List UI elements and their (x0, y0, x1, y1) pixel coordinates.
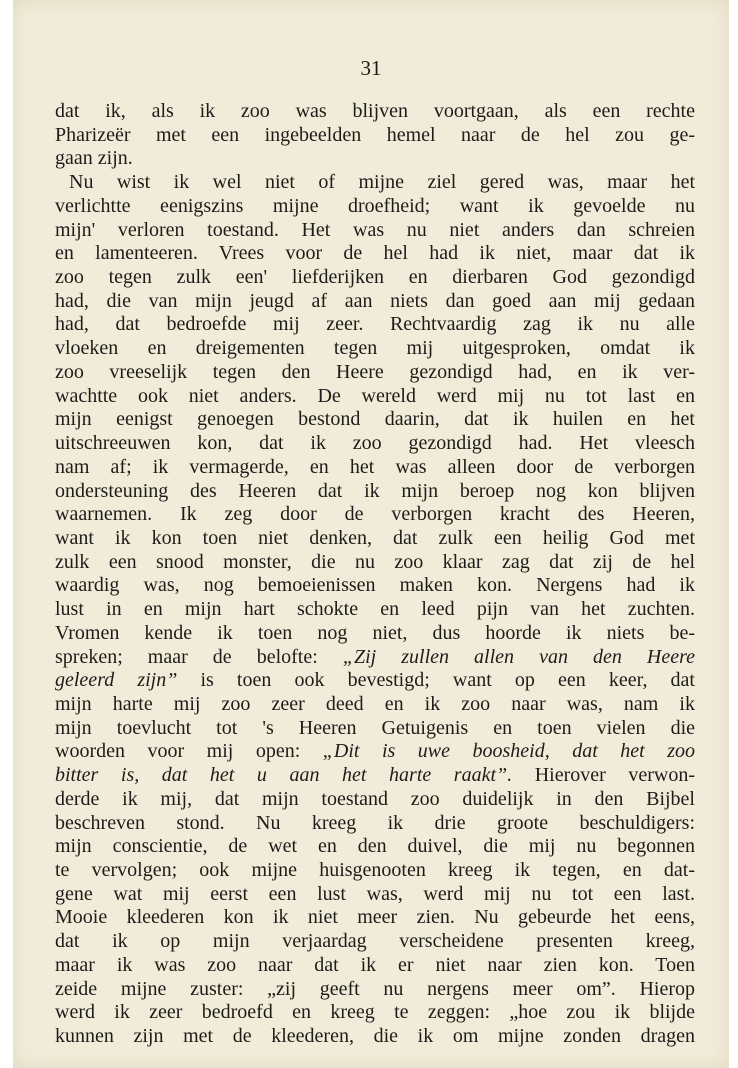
text-line: zulk een snood monster, die nu zoo klaar zag dat zij de hel (55, 550, 695, 573)
text-line: wachtte ook niet anders. De wereld werd mij nu tot last en (55, 384, 695, 407)
text-line: zoo tegen zulk een' liefderijken en dierbaren God gezondigd (55, 266, 695, 289)
text-line: lust in en mijn hart schokte en leed pijn van het zuchten. (55, 598, 695, 621)
text-line: kunnen zijn met de kleederen, die ik om mijne zonden dragen (55, 1025, 695, 1048)
page-number: 31 (360, 56, 382, 80)
text-fragment: is toen ook bevestigd; want op een keer, dat (200, 669, 695, 692)
text-line: ondersteuning des Heeren dat ik mijn beroep nog kon blijven (55, 479, 695, 502)
text-line: vloeken en dreigementen tegen mij uitgesproken, omdat ik (55, 337, 695, 360)
text-line: waarnemen. Ik zeg door de verborgen kracht des Heeren, (55, 503, 695, 526)
italic-quote: bitter is, dat het u aan het harte raakt”. (55, 764, 513, 787)
text-line: Vromen kende ik toen nog niet, dus hoorde ik niets be- (55, 621, 695, 644)
italic-quote: „Dit is uwe boosheid, dat het zoo (322, 740, 696, 763)
text-line: zoo vreeselijk tegen den Heere gezondigd had, en ik ver- (55, 360, 695, 383)
text-line: beschreven stond. Nu kreeg ik drie groote beschuldigers: (55, 811, 695, 834)
text-line: mijn eenigst genoegen bestond daarin, dat ik huilen en het (55, 408, 695, 431)
text-line: mijn' verloren toestand. Het was nu niet anders dan schreien (55, 218, 695, 241)
text-line: Mooie kleederen kon ik niet meer zien. Nu gebeurde het eens, (55, 906, 695, 929)
text-line: zeide mijne zuster: „zij geeft nu nergens meer om”. Hierop (55, 977, 695, 1000)
text-line: dat ik, als ik zoo was blijven voortgaan, als een rechte (55, 100, 695, 122)
text-line: waardig was, nog bemoeienissen maken kon. Nergens had ik (55, 574, 695, 597)
text-line: Nu wist ik wel niet of mijne ziel gered was, maar het (69, 171, 695, 194)
text-line: want ik kon toen niet denken, dat zulk een heilig God met (55, 526, 695, 549)
text-line: gaan zijn. (55, 147, 133, 170)
text-line: nam af; ik vermagerde, en het was alleen door de verborgen (55, 455, 695, 478)
text-line: en lamenteeren. Vrees voor de hel had ik niet, maar dat ik (55, 242, 695, 265)
text-line: werd ik zeer bedroefd en kreeg te zeggen: „hoe zou ik blijde (55, 1001, 695, 1024)
text-line (55, 764, 695, 788)
body-text (55, 100, 695, 1049)
text-line: had, dat bedroefde mij zeer. Rechtvaardig zag ik nu alle (55, 313, 695, 336)
text-line: had, die van mijn jeugd af aan niets dan goed aan mij gedaan (55, 289, 695, 312)
text-line (55, 646, 695, 670)
text-fragment: woorden voor mij open: (55, 740, 301, 763)
book-page (13, 0, 729, 1068)
text-line: derde ik mij, dat mijn toestand zoo duidelijk in den Bijbel (55, 787, 695, 810)
text-line: Pharizeër met een ingebeelden hemel naar de hel zou ge- (55, 123, 695, 146)
text-line: mijn conscientie, de wet en den duivel, die mij nu begonnen (55, 835, 695, 858)
italic-quote: „Zij zullen allen van den Heere (342, 645, 696, 668)
text-line: maar ik was zoo naar dat ik er niet naar zien kon. Toen (55, 953, 695, 976)
text-line: te vervolgen; ook mijne huisgenooten kreeg ik tegen, en dat- (55, 859, 695, 881)
text-line: mijn harte mij zoo zeer deed en ik zoo naar was, nam ik (55, 692, 695, 715)
text-line: uitschreeuwen kon, dat ik zoo gezondigd had. Het vleesch (55, 432, 695, 455)
text-line (55, 669, 695, 693)
text-fragment: spreken; maar de belofte: (55, 645, 318, 668)
text-line: verlichtte eenigszins mijne droefheid; want ik gevoelde nu (55, 194, 695, 217)
text-line (55, 740, 695, 764)
text-line: mijn toevlucht tot 's Heeren Getuigenis en toen vielen die (55, 716, 695, 739)
italic-quote: geleerd zijn” (55, 669, 178, 692)
text-line: gene wat mij eerst een lust was, werd mij nu tot een last. (55, 882, 695, 905)
text-line: dat ik op mijn verjaardag verscheidene presenten kreeg, (55, 930, 695, 953)
text-fragment: Hierover verwon- (534, 764, 695, 787)
